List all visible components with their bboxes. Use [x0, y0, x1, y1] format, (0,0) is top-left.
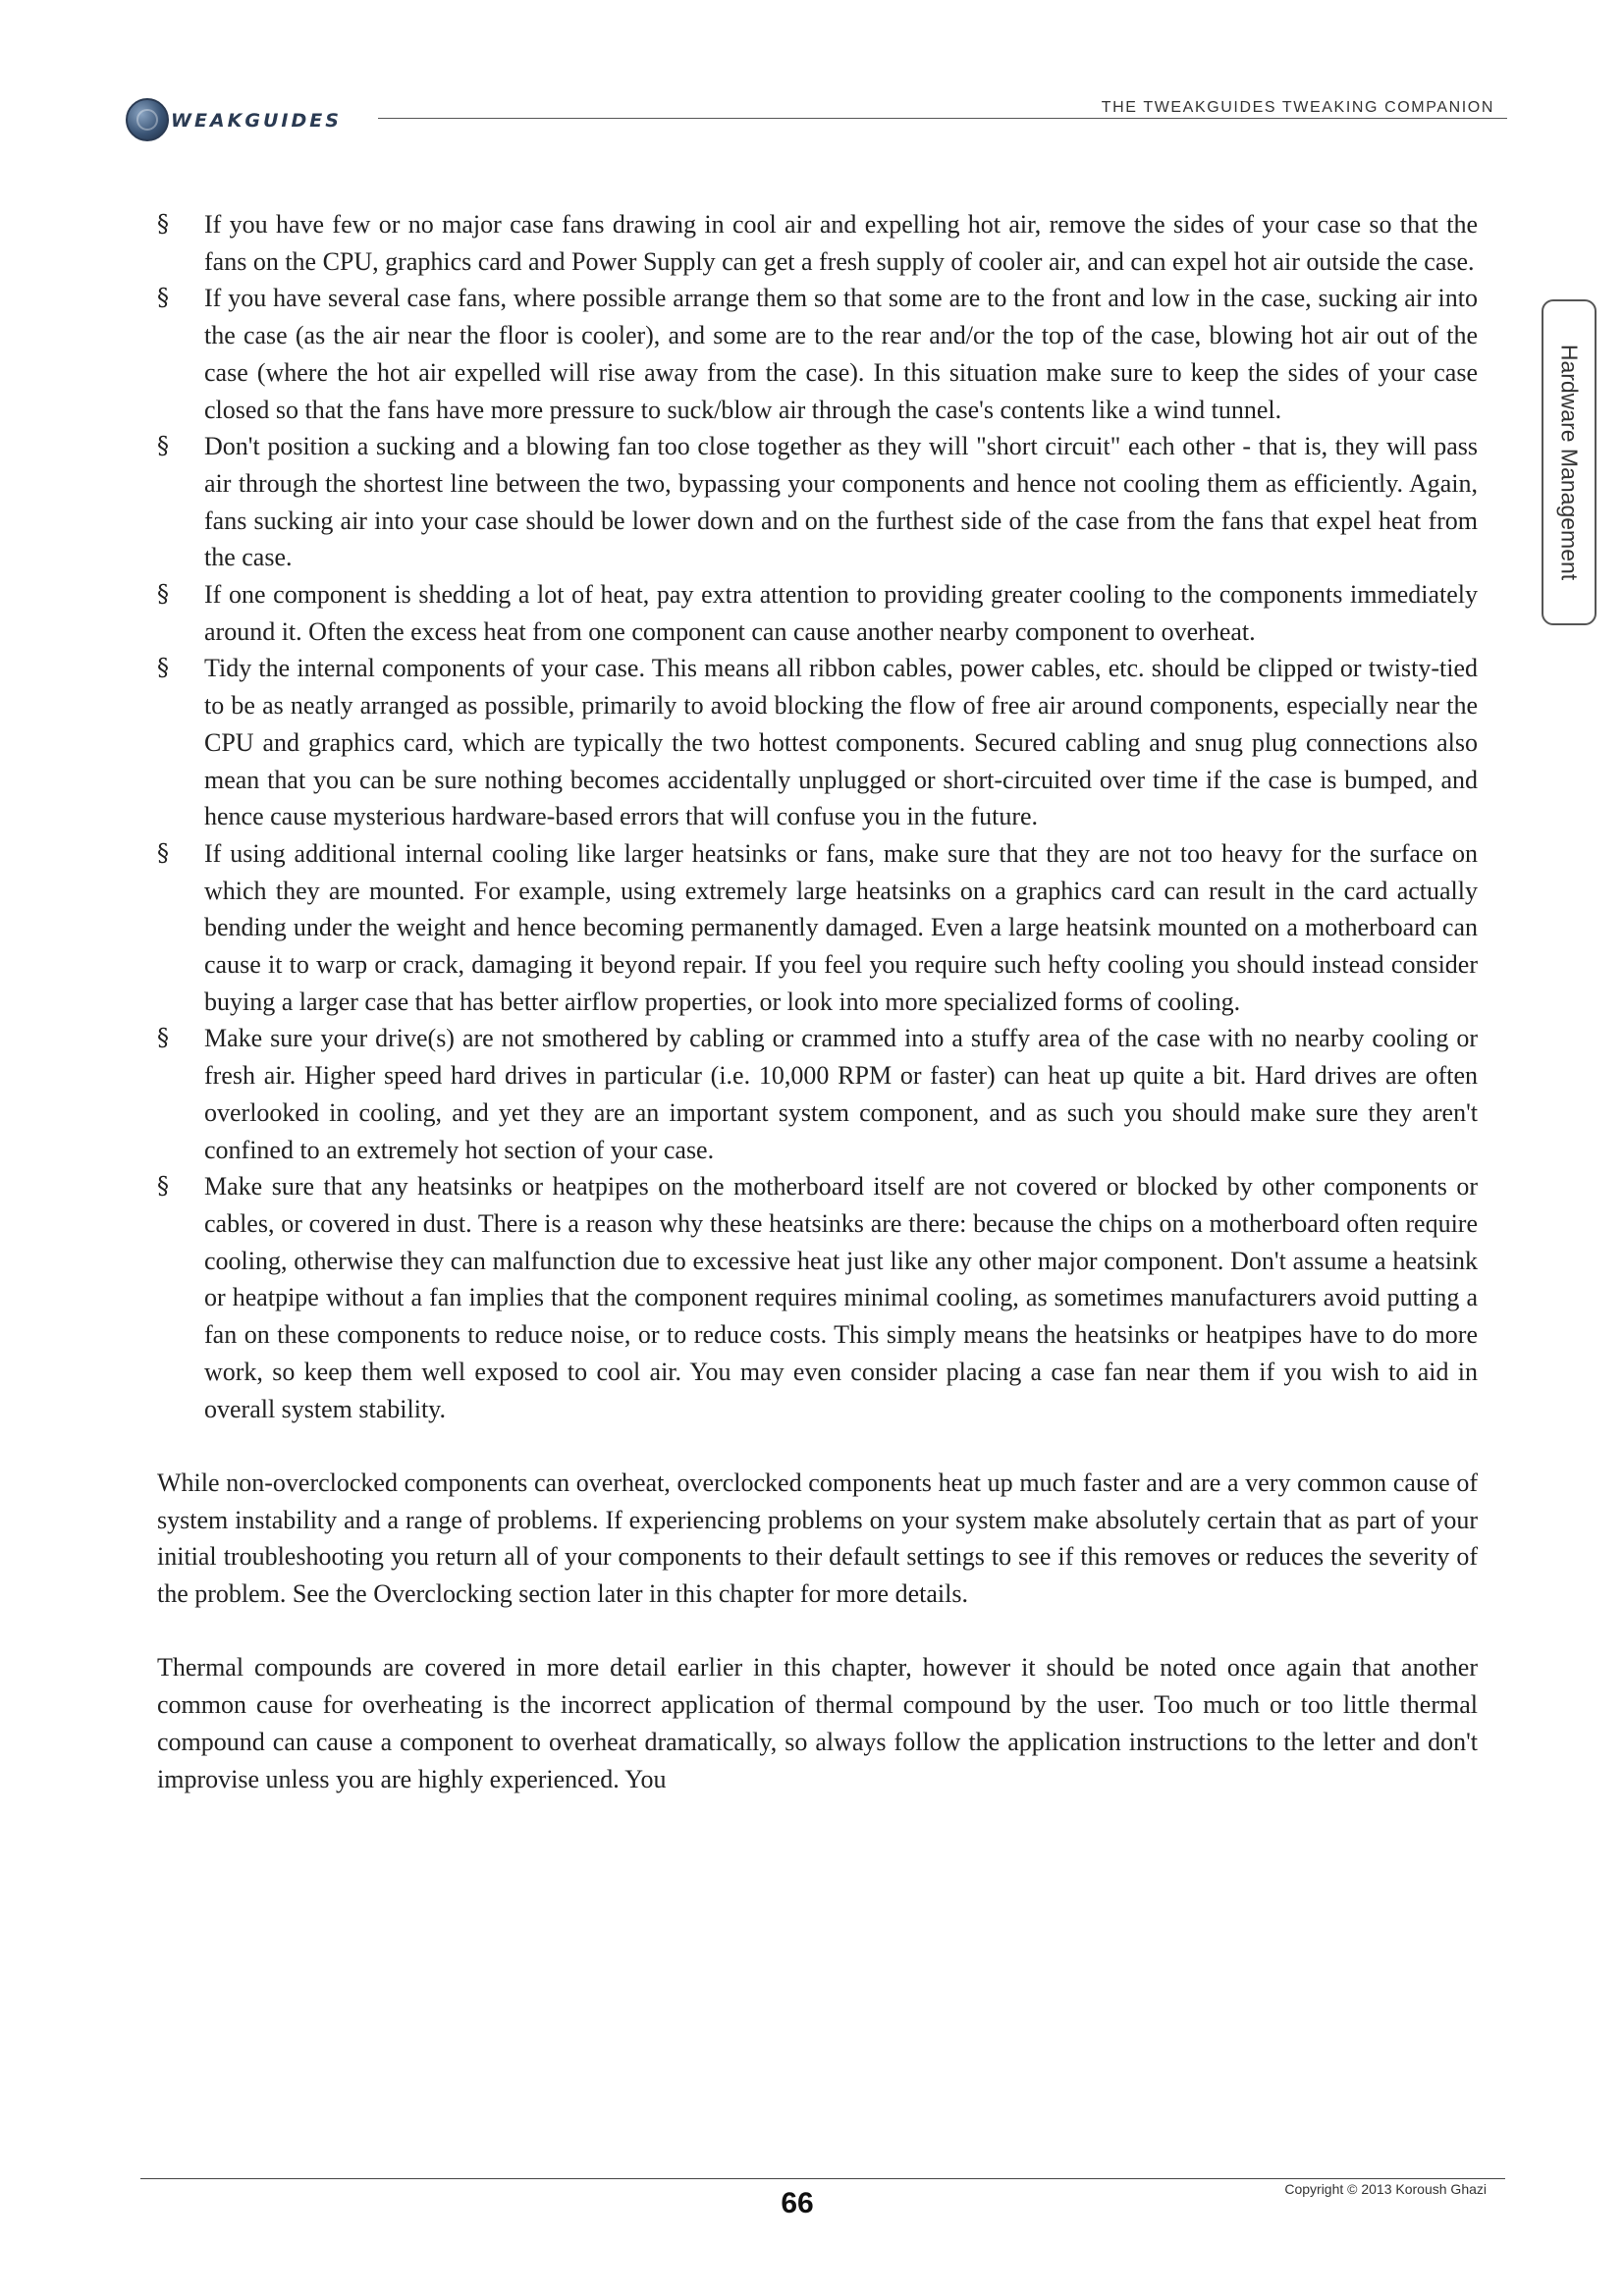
- section-sign-icon: §: [157, 654, 169, 682]
- section-sign-icon: §: [157, 580, 169, 609]
- list-item-text: Make sure your drive(s) are not smothered by cabling or crammed into a stuffy area of the case with no nearby cooling or fresh air. Higher speed hard drives in particular (i.e. 10,000 RPM or faster) can heat up quite a bit. Hard drives are often overlooked in cooling, and yet they are an important system component, and as such you should make sure they aren't confined to an extremely hot section of your case.: [204, 1024, 1478, 1164]
- section-sign-icon: §: [157, 284, 169, 312]
- tips-list: [157, 206, 1478, 1427]
- list-item-text: If using additional internal cooling like larger heatsinks or fans, make sure that they are not too heavy for the surface on which they are mounted. For example, using extremely large heatsinks on a graphics card can result in the card actually bending under the weight and hence becoming permanently damaged. Even a large heatsink mounted on a motherboard can cause it to warp or crack, damaging it beyond repair. If you feel you require such hefty cooling you should instead consider buying a larger case that has better airflow properties, or look into more specialized forms of cooling.: [204, 838, 1478, 1016]
- page-content: [157, 206, 1478, 1797]
- section-sign-icon: §: [157, 432, 169, 460]
- header-rule: [378, 118, 1507, 119]
- list-item-text: Make sure that any heatsinks or heatpipes on the motherboard itself are not covered or blocked by other components or cables, or covered in dust. There is a reason why these heatsinks are there: because the chips on a motherboard often require cooling, otherwise they can malfunction due to excessive heat just like any other major component. Don't assume a heatsink or heatpipe without a fan implies that the component requires minimal cooling, as sometimes manufacturers avoid putting a fan on these components to reduce noise, or to reduce costs. This simply means the heatsinks or heatpipes have to do more work, so keep them well exposed to cool air. You may even consider placing a case fan near them if you wish to aid in overall system stability.: [204, 1172, 1478, 1423]
- section-sign-icon: §: [157, 1172, 169, 1201]
- list-item-text: If you have few or no major case fans drawing in cool air and expelling hot air, remove the sides of your case so that the fans on the CPU, graphics card and Power Supply can get a fresh supply of cooler air, and can expel hot air outside the case.: [204, 210, 1478, 276]
- list-item: [157, 1020, 1478, 1168]
- list-item-text: Don't position a sucking and a blowing fan too close together as they will "short circuit" each other - that is, they will pass air through the shortest line between the two, bypassing your components and hence not cooling them as efficiently. Again, fans sucking air into your case should be lower down and on the furthest side of the case from the fans that expel heat from the case.: [204, 432, 1478, 572]
- page-header: [0, 0, 1624, 137]
- section-tab: [1542, 299, 1597, 625]
- list-item: [157, 650, 1478, 835]
- page-number: 66: [781, 2187, 814, 2219]
- tweakguides-logo: [126, 98, 499, 145]
- list-item: [157, 428, 1478, 576]
- footer-rule: [140, 2178, 1505, 2179]
- section-sign-icon: §: [157, 1024, 169, 1052]
- copyright-notice: Copyright © 2013 Koroush Ghazi: [1284, 2181, 1487, 2197]
- header-title: THE TWEAKGUIDES TWEAKING COMPANION: [1101, 99, 1494, 116]
- logo-globe-icon: [126, 98, 169, 141]
- body-paragraph: While non-overclocked components can overheat, overclocked components heat up much faster and are a very common cause of system instability and a range of problems. If experiencing problems on your system make absolutely certain that as part of your initial troubleshooting you return all of your components to their default settings to see if this removes or reduces the severity of the problem. See the Overclocking section later in this chapter for more details.: [157, 1468, 1478, 1608]
- section-sign-icon: §: [157, 838, 169, 867]
- list-item-text: Tidy the internal components of your case. This means all ribbon cables, power cables, etc. should be clipped or twisty-tied to be as neatly arranged as possible, primarily to avoid blocking the flow of free air around components, especially near the CPU and graphics card, which are typically the two hottest components. Secured cabling and snug plug connections also mean that you can be sure nothing becomes accidentally unplugged or short-circuited over time if the case is bumped, and hence cause mysterious hardware-based errors that will confuse you in the future.: [204, 654, 1478, 831]
- list-item: [157, 280, 1478, 428]
- list-item-text: If you have several case fans, where possible arrange them so that some are to the front and low in the case, sucking air into the case (as the air near the floor is cooler), and some are to the rear and/or the top of the case, blowing hot air out of the case (where the hot air expelled will rise away from the case). In this situation make sure to keep the sides of your case closed so that the fans have more pressure to suck/blow air through the case's contents like a wind tunnel.: [204, 284, 1478, 424]
- list-item: [157, 835, 1478, 1021]
- list-item: [157, 576, 1478, 650]
- body-paragraph: Thermal compounds are covered in more detail earlier in this chapter, however it should be noted once again that another common cause for overheating is the incorrect application of thermal compound by the user. Too much or too little thermal compound can cause a component to overheat dramatically, so always follow the application instructions to the letter and don't improvise unless you are highly experienced. You: [157, 1653, 1478, 1793]
- list-item: [157, 206, 1478, 280]
- list-item: [157, 1168, 1478, 1427]
- section-sign-icon: §: [157, 210, 169, 238]
- list-item-text: If one component is shedding a lot of heat, pay extra attention to providing greater cooling to the components immediately around it. Often the excess heat from one component can cause another nearby component to overheat.: [204, 580, 1478, 646]
- logo-text: WEAKGUIDES: [171, 110, 342, 132]
- section-tab-label: Hardware Management: [1556, 344, 1583, 581]
